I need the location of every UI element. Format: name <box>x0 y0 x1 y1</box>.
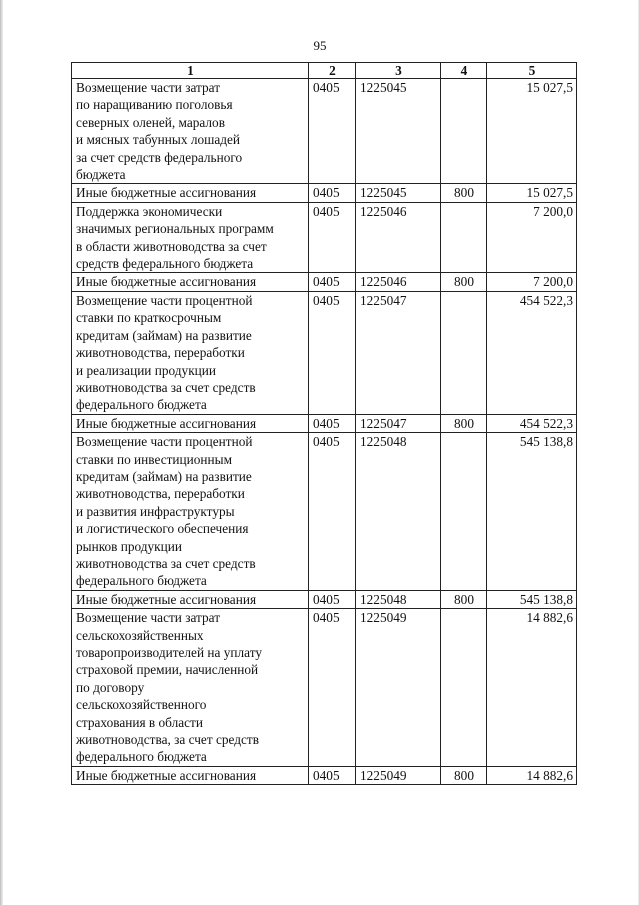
description-line: сельскохозяйственного <box>76 697 207 713</box>
row-expense-type <box>441 79 487 184</box>
description-line: рынков продукции <box>76 538 182 554</box>
row-section: 0405 <box>309 433 356 591</box>
description-line: животноводства за счет средств <box>76 555 256 571</box>
row-amount: 15 027,5 <box>487 79 577 184</box>
row-section: 0405 <box>309 79 356 184</box>
budget-table <box>71 62 577 785</box>
row-description <box>72 273 309 291</box>
table-row <box>72 766 577 784</box>
description-line: страховой премии, начисленной <box>76 662 259 678</box>
row-description <box>72 766 309 784</box>
row-amount: 15 027,5 <box>487 184 577 202</box>
row-description <box>72 590 309 608</box>
description-line: животноводства, переработки <box>76 486 245 502</box>
table-row <box>72 609 577 767</box>
row-section: 0405 <box>309 184 356 202</box>
row-code: 1225048 <box>356 433 441 591</box>
row-code: 1225046 <box>356 273 441 291</box>
description-line: федерального бюджета <box>76 749 207 765</box>
description-line: Иные бюджетные ассигнования <box>76 767 257 783</box>
row-expense-type <box>441 202 487 273</box>
description-line: в области животноводства за счет <box>76 238 267 254</box>
row-expense-type: 800 <box>441 590 487 608</box>
row-amount: 14 882,6 <box>487 609 577 767</box>
row-description <box>72 184 309 202</box>
row-description <box>72 609 309 767</box>
description-line: и реализации продукции <box>76 362 217 378</box>
table-row <box>72 291 577 414</box>
row-amount: 7 200,0 <box>487 202 577 273</box>
description-line: по наращиванию поголовья <box>76 97 233 113</box>
table-row <box>72 273 577 291</box>
row-amount: 454 522,3 <box>487 291 577 414</box>
description-line: федерального бюджета <box>76 397 207 413</box>
row-expense-type: 800 <box>441 766 487 784</box>
row-code: 1225049 <box>356 766 441 784</box>
description-line: товаропроизводителей на уплату <box>76 645 262 660</box>
description-line: по договору <box>76 679 145 695</box>
page-number: 95 <box>313 38 327 53</box>
description-line: и логистического обеспечения <box>76 521 249 537</box>
column-header-5: 5 <box>487 63 577 79</box>
row-section: 0405 <box>309 202 356 273</box>
description-line: за счет средств федерального <box>76 149 243 165</box>
description-line: бюджета <box>76 167 126 183</box>
description-line: Поддержка экономически <box>76 203 223 219</box>
description-line: Возмещение части процентной <box>76 434 253 450</box>
description-line: животноводства за счет средств <box>76 379 256 395</box>
description-line: кредитам (займам) на развитие <box>76 468 252 484</box>
table-row <box>72 414 577 432</box>
row-description <box>72 414 309 432</box>
description-line: ставки по инвестиционным <box>76 451 232 467</box>
column-header-1: 1 <box>72 63 309 79</box>
description-line: средств федерального бюджета <box>76 256 254 272</box>
row-expense-type <box>441 291 487 414</box>
description-line: кредитам (займам) на развитие <box>76 327 252 343</box>
description-line: сельскохозяйственных <box>76 627 204 643</box>
description-line: и мясных табунных лошадей <box>76 132 241 148</box>
row-amount: 545 138,8 <box>487 590 577 608</box>
row-description <box>72 433 309 591</box>
row-expense-type <box>441 609 487 767</box>
row-amount: 14 882,6 <box>487 766 577 784</box>
row-section: 0405 <box>309 609 356 767</box>
row-description <box>72 79 309 184</box>
table-row <box>72 79 577 184</box>
row-amount: 454 522,3 <box>487 414 577 432</box>
description-line: страхования в области <box>76 714 203 730</box>
row-section: 0405 <box>309 414 356 432</box>
scan-edge-left <box>0 0 3 905</box>
row-description <box>72 291 309 414</box>
column-header-3: 3 <box>356 63 441 79</box>
table-row <box>72 184 577 202</box>
description-line: и развития инфраструктуры <box>76 503 235 519</box>
description-line: Возмещение части затрат <box>76 80 221 95</box>
row-code: 1225049 <box>356 609 441 767</box>
row-section: 0405 <box>309 766 356 784</box>
description-line: Возмещение части затрат <box>76 610 221 626</box>
column-header-2: 2 <box>309 63 356 79</box>
row-code: 1225048 <box>356 590 441 608</box>
description-line: ставки по краткосрочным <box>76 310 222 326</box>
table-row <box>72 202 577 273</box>
row-code: 1225047 <box>356 291 441 414</box>
row-code: 1225045 <box>356 184 441 202</box>
description-line: Иные бюджетные ассигнования <box>76 591 257 607</box>
table-header-row <box>72 63 577 79</box>
row-section: 0405 <box>309 590 356 608</box>
description-line: животноводства, за счет средств <box>76 732 259 748</box>
row-expense-type: 800 <box>441 184 487 202</box>
row-amount: 7 200,0 <box>487 273 577 291</box>
row-section: 0405 <box>309 291 356 414</box>
row-description <box>72 202 309 273</box>
row-section: 0405 <box>309 273 356 291</box>
table-body <box>72 79 577 785</box>
description-line: Возмещение части процентной <box>76 292 253 308</box>
row-expense-type: 800 <box>441 273 487 291</box>
row-expense-type <box>441 433 487 591</box>
description-line: северных оленей, маралов <box>76 114 225 130</box>
description-line: федерального бюджета <box>76 573 207 589</box>
row-code: 1225046 <box>356 202 441 273</box>
description-line: Иные бюджетные ассигнования <box>76 274 257 290</box>
row-code: 1225045 <box>356 79 441 184</box>
table-row <box>72 590 577 608</box>
row-expense-type: 800 <box>441 414 487 432</box>
description-line: Иные бюджетные ассигнования <box>76 185 257 201</box>
table-row <box>72 433 577 591</box>
row-amount: 545 138,8 <box>487 433 577 591</box>
description-line: Иные бюджетные ассигнования <box>76 415 257 431</box>
description-line: животноводства, переработки <box>76 345 245 361</box>
row-code: 1225047 <box>356 414 441 432</box>
description-line: значимых региональных программ <box>76 221 274 237</box>
column-header-4: 4 <box>441 63 487 79</box>
